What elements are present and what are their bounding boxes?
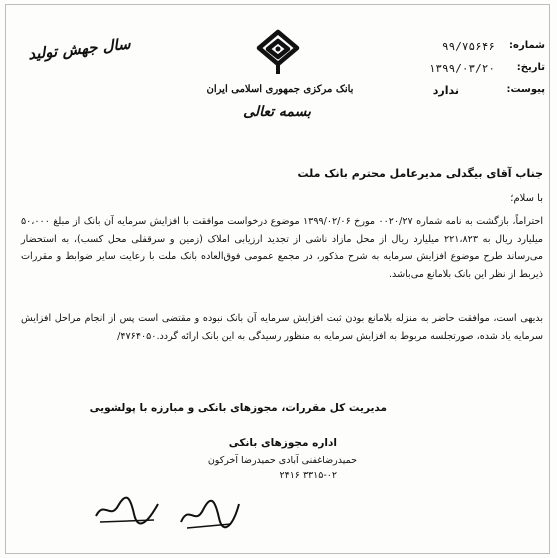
addressee: جناب آقای بیگدلی مدیرعامل محترم بانک ملت — [297, 167, 543, 180]
body-paragraph-1: احتراماً، بازگشت به نامه شماره ۰۰۲۰/۲۷ مورخ ۱۳۹۹/۰۲/۰۶ موضوع درخواست موافقت با افزایش سرمایه آن بانک از مبلغ ۵۰،۰۰۰ میلیارد ریال به ۲۲۱،۸۲۳ میلیارد ریال از محل مازاد ناشی از تجدید ارزیابی املاک (زمین و سرقفلی محل کسب)، به استحضار می‌رساند طرح موضوع افزایش سرمایه به شرح مذکور، در مجمع عمومی فوق‌العاده بانک ملت با رعایت سایر ضوابط و مقررات ذیربط از نظر این بانک بلامانع می‌باشد. — [21, 216, 543, 280]
handwritten-signature-2 — [92, 494, 162, 528]
signature-office: اداره مجوزهای بانکی — [228, 437, 337, 449]
letter-number: شماره: ۹۹/۷۵۶۴۶ — [442, 40, 545, 53]
bank-name: بانک مرکزی جمهوری اسلامی ایران — [206, 84, 354, 95]
letter-attachment: پیوست: ندارد — [432, 84, 545, 97]
central-bank-logo-icon — [253, 28, 303, 78]
body-paragraph-2: بدیهی است، موافقت حاضر به منزله بلامانع بودن ثبت افزایش سرمایه آن بانک نبوده و مقتضی است پس از انجام مراحل افزایش سرمایه یاد شده، صورتجلسه مربوط به افزایش سرمایه به منظور رسیدگی به این بانک ارائه گردد.۴۷۶۴۰۵۰/ — [21, 313, 543, 342]
signatory-names: حمیدرضاغفنی آبادی حمیدرضا آخرکون — [207, 455, 357, 466]
signature-department: مدیریت کل مقررات، مجوزهای بانکی و مبارزه با پولشویی — [89, 402, 387, 414]
signatory-codes: ۳۳۱۵-۰۲ ۲۴۱۶ — [279, 470, 337, 481]
greeting: با سلام؛ — [510, 193, 543, 204]
letter-date: تاریخ: ۱۳۹۹/۰۳/۲۰ — [428, 62, 545, 75]
year-slogan: سال جهش تولید — [27, 34, 132, 64]
bismillah: بسمه تعالی — [243, 104, 311, 120]
handwritten-signature-1 — [175, 496, 245, 534]
